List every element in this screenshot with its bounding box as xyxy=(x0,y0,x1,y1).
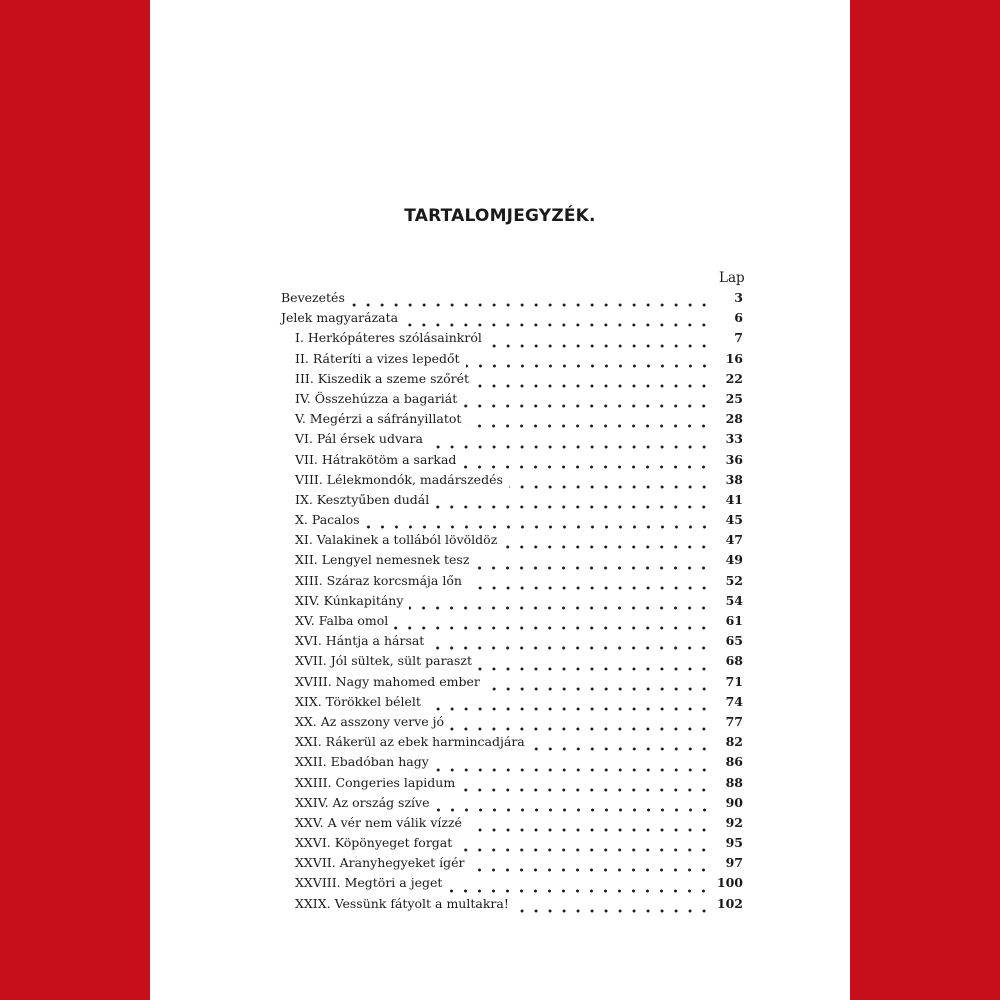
dot-leader xyxy=(468,578,711,591)
toc-entry xyxy=(281,896,743,916)
toc-entry-page-number: 7 xyxy=(734,330,743,346)
toc-entry xyxy=(281,492,743,512)
toc-entry-page-number: 65 xyxy=(725,633,743,649)
toc-entry xyxy=(281,855,743,875)
dot-leader xyxy=(435,760,711,773)
toc-entry-label: I. Herkópáteres szólásainkról xyxy=(295,330,482,346)
dot-leader xyxy=(461,780,711,793)
toc-entry-label: Bevezetés xyxy=(281,290,345,305)
book-page xyxy=(150,0,850,1000)
toc-entry xyxy=(281,775,743,795)
toc-entry-page-number: 25 xyxy=(725,390,743,406)
toc-entry-page-number: 49 xyxy=(725,552,743,568)
toc-entry-page-number: 28 xyxy=(725,411,743,427)
toc-entry-label: XIX. Törökkel bélelt xyxy=(295,693,421,709)
toc-entry-label: V. Megérzi a sáfrányillatot xyxy=(295,411,462,427)
toc-entry-page-number: 54 xyxy=(725,592,743,608)
dot-leader xyxy=(409,599,711,612)
toc-entry-label: XV. Falba omol xyxy=(295,613,389,628)
toc-entry-label: XXVII. Aranyhegyeket ígér xyxy=(295,855,465,871)
toc-entry-page-number: 3 xyxy=(734,290,743,305)
toc-entry-page-number: 100 xyxy=(716,875,743,891)
toc-entry xyxy=(281,290,743,310)
dot-leader xyxy=(515,901,711,914)
dot-leader xyxy=(366,518,711,531)
toc-entry-label: XXV. A vér nem válik vízzé xyxy=(295,814,462,830)
toc-entry-page-number: 86 xyxy=(725,754,743,770)
toc-entry xyxy=(281,613,743,633)
dot-leader xyxy=(475,558,711,571)
toc-entry-label: XXIV. Az ország szíve xyxy=(295,794,430,810)
toc-entry-page-number: 71 xyxy=(725,673,743,689)
toc-entry-page-number: 82 xyxy=(725,734,743,750)
toc-entry xyxy=(281,573,743,593)
dot-leader xyxy=(351,296,711,309)
toc-entry xyxy=(281,815,743,835)
toc-entry xyxy=(281,653,743,673)
toc-entry xyxy=(281,674,743,694)
toc-entry-page-number: 102 xyxy=(716,895,743,911)
dot-leader xyxy=(462,457,711,470)
toc-entry-page-number: 97 xyxy=(725,855,743,871)
dot-leader xyxy=(466,356,711,369)
toc-entry xyxy=(281,593,743,613)
toc-entry-label: Jelek magyarázata xyxy=(281,310,399,326)
toc-entry-label: XVI. Hántja a hársat xyxy=(295,633,425,649)
toc-entry-page-number: 88 xyxy=(725,774,743,790)
toc-entry-label: XXIII. Congeries lapidum xyxy=(295,774,456,790)
toc-entry-label: XXIX. Vessünk fátyolt a multakra! xyxy=(295,895,509,911)
toc-entry-label: VII. Hátrakötöm a sarkad xyxy=(295,451,457,467)
dot-leader xyxy=(478,659,711,672)
toc-entry xyxy=(281,472,743,492)
toc-entry xyxy=(281,330,743,350)
dot-leader xyxy=(488,336,711,349)
toc-entry xyxy=(281,633,743,653)
dot-leader xyxy=(436,800,712,813)
toc-entry xyxy=(281,371,743,391)
toc-entry-page-number: 61 xyxy=(725,613,743,628)
toc-entry-label: XX. Az asszony verve jó xyxy=(295,713,445,729)
toc-entry xyxy=(281,754,743,774)
toc-entry-label: VI. Pál érsek udvara xyxy=(295,431,423,447)
toc-entry-label: XXVI. Köpönyeget forgat xyxy=(295,835,453,851)
dot-leader xyxy=(531,740,711,753)
toc-entry-label: XVIII. Nagy mahomed ember xyxy=(295,673,480,689)
dot-leader xyxy=(486,679,711,692)
toc-entry-page-number: 47 xyxy=(725,532,743,548)
dot-leader xyxy=(427,699,711,712)
toc-entry xyxy=(281,512,743,532)
table-of-contents xyxy=(281,290,743,916)
toc-entry-label: II. Ráteríti a vizes lepedőt xyxy=(295,350,460,366)
toc-entry xyxy=(281,452,743,472)
toc-entry-page-number: 92 xyxy=(725,814,743,830)
dot-leader xyxy=(430,639,711,652)
toc-entry-label: XIII. Száraz korcsmája lőn xyxy=(295,572,462,588)
toc-entry xyxy=(281,552,743,572)
toc-entry-label: XI. Valakinek a tollából lövöldöz xyxy=(295,532,498,548)
toc-entry-page-number: 22 xyxy=(725,370,743,386)
toc-entry-page-number: 45 xyxy=(725,512,743,528)
toc-entry-label: XIV. Kúnkapitány xyxy=(295,592,404,608)
dot-leader xyxy=(463,397,711,410)
dot-leader xyxy=(448,881,711,894)
toc-entry-page-number: 6 xyxy=(734,310,743,326)
toc-entry-page-number: 52 xyxy=(725,572,743,588)
dot-leader xyxy=(468,821,711,834)
toc-entry xyxy=(281,310,743,330)
dot-leader xyxy=(394,619,711,632)
toc-entry-label: XXVIII. Megtöri a jeget xyxy=(295,875,443,891)
toc-entry-label: IV. Összehúzza a bagariát xyxy=(295,390,458,406)
page-title: TARTALOMJEGYZÉK. xyxy=(404,206,596,226)
dot-leader xyxy=(467,417,711,430)
toc-entry-label: III. Kiszedik a szeme szőrét xyxy=(295,370,470,386)
toc-entry-page-number: 77 xyxy=(725,713,743,729)
toc-entry-page-number: 41 xyxy=(725,491,743,507)
toc-entry-label: IX. Kesztyűben dudál xyxy=(295,491,430,507)
toc-entry xyxy=(281,391,743,411)
toc-entry xyxy=(281,694,743,714)
toc-entry xyxy=(281,714,743,734)
toc-entry-page-number: 90 xyxy=(725,794,743,810)
toc-entry-page-number: 38 xyxy=(725,471,743,487)
toc-entry xyxy=(281,875,743,895)
toc-entry-page-number: 74 xyxy=(725,693,743,709)
toc-entry xyxy=(281,532,743,552)
toc-entry-page-number: 33 xyxy=(725,431,743,447)
page-column-header: Lap xyxy=(719,270,745,286)
toc-entry-label: XXII. Ebadóban hagy xyxy=(295,754,429,770)
toc-entry-page-number: 95 xyxy=(725,835,743,851)
toc-entry-label: VIII. Lélekmondók, madárszedés xyxy=(295,471,503,487)
dot-leader xyxy=(435,498,711,511)
toc-entry xyxy=(281,835,743,855)
toc-entry-page-number: 36 xyxy=(725,451,743,467)
dot-leader xyxy=(509,477,711,490)
toc-entry xyxy=(281,411,743,431)
dot-leader xyxy=(503,538,711,551)
dot-leader xyxy=(404,316,711,329)
dot-leader xyxy=(470,861,711,874)
dot-leader xyxy=(458,841,711,854)
toc-entry-label: XVII. Jól sültek, sült paraszt xyxy=(295,653,473,669)
toc-entry-page-number: 68 xyxy=(725,653,743,669)
toc-entry xyxy=(281,795,743,815)
toc-entry-label: XXI. Rákerül az ebek harmincadjára xyxy=(295,734,525,750)
dot-leader xyxy=(429,437,711,450)
toc-entry-label: X. Pacalos xyxy=(295,512,360,528)
dot-leader xyxy=(450,720,711,733)
toc-entry xyxy=(281,351,743,371)
dot-leader xyxy=(475,376,711,389)
toc-entry-label: XII. Lengyel nemesnek tesz xyxy=(295,552,470,568)
toc-entry-page-number: 16 xyxy=(725,350,743,366)
toc-entry xyxy=(281,734,743,754)
toc-entry xyxy=(281,431,743,451)
